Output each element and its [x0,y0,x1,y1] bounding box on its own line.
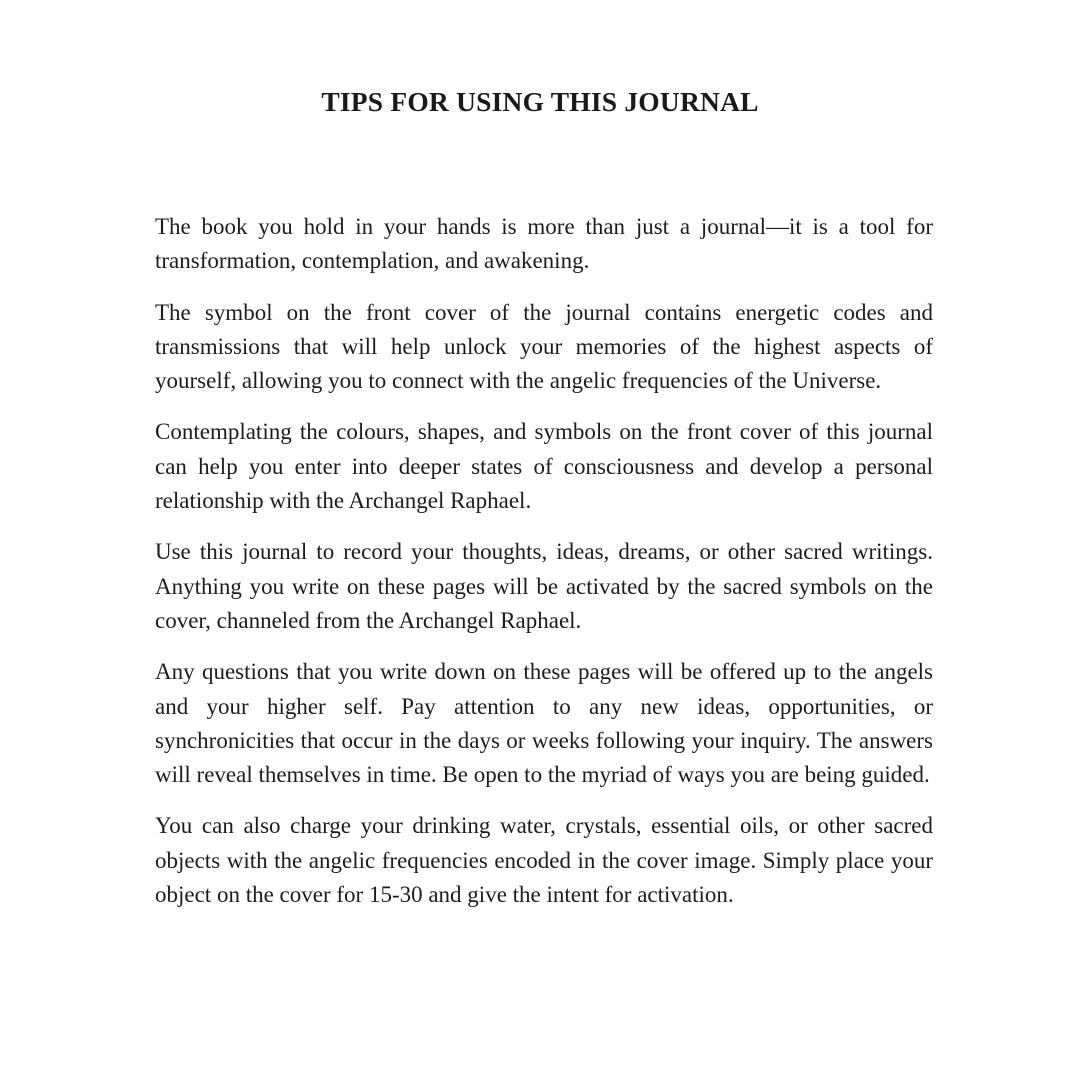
paragraph-charge-objects: You can also charge your drinking water, crystals, essential oils, or other sacred objects with the angelic frequencies encoded in the cover image. Simply place your object on the cover for 15-30 and give the intent for activation. [155,813,933,908]
page-title: TIPS FOR USING THIS JOURNAL [321,86,759,117]
paragraph-intro: The book you hold in your hands is more than just a journal—it is a tool for transformation, contemplation, and awakening. [155,214,933,274]
paragraph-record-thoughts: Use this journal to record your thoughts, ideas, dreams, or other sacred writings. Anything you write on these pages will be activated by the sacred symbols on the cover, channeled from the Archangel Raphael. [155,539,933,633]
paragraph-contemplating: Contemplating the colours, shapes, and symbols on the front cover of this journal can help you enter into deeper states of consciousness and develop a personal relationship with the Archangel Raphael. [155,419,933,514]
paragraph-questions: Any questions that you write down on these pages will be offered up to the angels and your higher self. Pay attention to any new ideas, opportunities, or synchronicities that occur in the days or weeks following your inquiry. The answers will reveal themselves in time. Be open to the myriad of ways you are being guided. [155,659,933,788]
body-text [155,210,933,929]
paragraph-cover-symbol: The symbol on the front cover of the journal contains energetic codes and transmissions that will help unlock your memories of the highest aspects of yourself, allowing you to connect with the angelic frequencies of the Universe. [155,299,933,394]
